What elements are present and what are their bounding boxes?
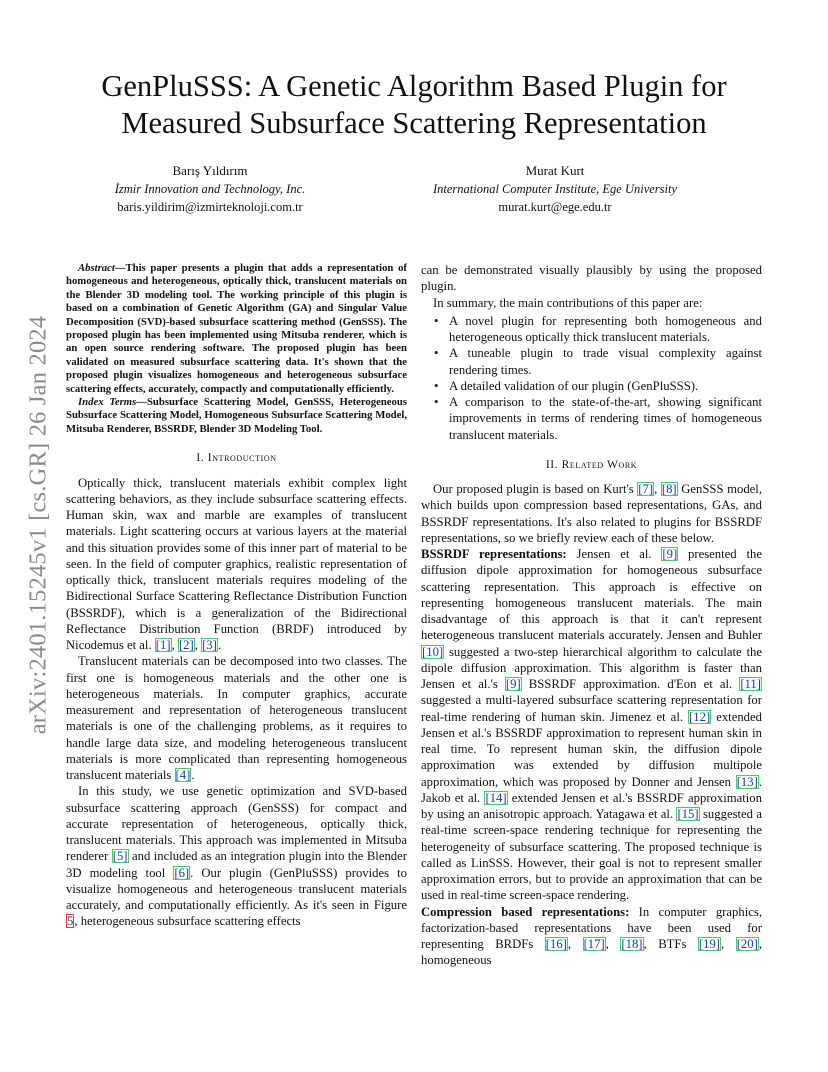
intro-paragraph-3: In this study, we use genetic optimization and SVD-based subsurface scattering approach (GenSSS) for compact and accurate representation of heterogeneous, optically thick, translucent materials. This approach was implemented in Mitsuba renderer [5] and included as an integration plugin into the Blender 3D modeling tool [6]. Our plugin (GenPluSSS) provides to visualize homogeneous and heterogeneous translucent materials accurately, and computationally efficiently. As it's seen in Figure 5, heterogeneous subsurface scattering effects xyxy=(66,784,407,929)
arxiv-stamp xyxy=(8,290,68,760)
related-work-paragraph-1: Our proposed plugin is based on Kurt's [7], [8] GenSSS model, which builds upon compression based representations, GAs, and BSSRDF representations. It's also related to plugins for BSSRDF representations, so we briefly review each of these below. xyxy=(421,482,762,545)
citation-link[interactable]: [6] xyxy=(174,865,190,880)
citation-link[interactable]: [9] xyxy=(505,677,521,691)
intro-paragraph-2: Translucent materials can be decomposed into two classes. The first one is homogeneous materials and the other one is heterogeneous materials. In computer graphics, accurate measurement and representation of heterogeneous translucent materials is one of the challenging problems, as it requires to handle large data size, and modeling heterogeneous translucent materials is more complicated than representing homogeneous translucent materials [4]. xyxy=(66,654,407,783)
citation-link[interactable]: [16] xyxy=(545,937,567,951)
author-name: Murat Kurt xyxy=(525,163,585,178)
figure-link[interactable]: 5 xyxy=(67,914,74,929)
list-item: • A tuneable plugin to trade visual complexity against rendering times. xyxy=(449,345,762,378)
section-heading-related-work: II. Related Work xyxy=(545,458,638,471)
citation-link[interactable]: [1] xyxy=(155,638,171,653)
compression-paragraph: Compression based representations: In computer graphics, factorization-based representations have been used for representing BRDFs [16], [17], [18], BTFs [19], [20], homogeneous xyxy=(421,904,763,968)
citation-link[interactable]: [15] xyxy=(677,807,699,821)
author-affiliation: İzmir Innovation and Technology, Inc. xyxy=(114,182,306,196)
citation-link[interactable]: [14] xyxy=(485,790,507,805)
compression-label: Compression based representations: xyxy=(421,904,630,919)
contributions-intro: In summary, the main contributions of this paper are: xyxy=(433,295,703,310)
citation-link[interactable]: [19] xyxy=(698,937,721,951)
list-item: • A novel plugin for representing both homogeneous and heterogeneous optically thick translucent materials. xyxy=(449,313,762,346)
intro-continued-paragraph: can be demonstrated visually plausibly by using the proposed plugin. xyxy=(421,263,762,294)
index-terms xyxy=(66,396,407,436)
index-terms-text: —Subsurface Scattering Model, GenSSS, Heterogeneous Subsurface Scattering Model, Homogeneous Subsurface Scattering Model, Mitsuba Renderer, BSSRDF, Blender 3D Modeling Tool. xyxy=(66,396,407,435)
citation-link[interactable]: [4] xyxy=(175,768,191,783)
abstract xyxy=(66,262,407,396)
citation-link[interactable]: [10] xyxy=(422,644,444,659)
contributions-list xyxy=(421,313,762,443)
citation-link[interactable]: [20] xyxy=(736,937,758,951)
citation-link[interactable]: [11] xyxy=(740,677,761,691)
paper-title xyxy=(40,68,788,142)
left-column xyxy=(66,262,407,930)
intro-paragraph-1: Optically thick, translucent materials exhibit complex light scattering behaviors, as they include subsurface scattering effects. Human skin, wax and marble are examples of translucent materials. Light scattering occurs at various layers at the material and this situation provides some of this inner part of material to be seen. In the field of computer graphics, realistic representation of optically thick, translucent materials requires modeling of the Bidirectional Surface Scattering Reflectance Distribution Function (BSSRDF), which is a generalization of the Bidirectional Reflectance Distribution Function (BRDF) introduced by Nicodemus et al. [1], [2], [3]. xyxy=(66,475,407,653)
abstract-text: —This paper presents a plugin that adds a representation of homogeneous and heterogeneous, optically thick, translucent materials on the Blender 3D modeling tool. The working principle of this plugin is based on a combination of Genetic Algorithm (GA) and Singular Value Decomposition (SVD)-based subsurface scattering method (GenSSS). The proposed plugin has been implemented using Mitsuba renderer, which is an open source rendering software. The proposed plugin has been validated on measured subsurface scattering data. It's shown that the proposed plugin visualizes homogeneous and heterogeneous subsurface scattering effects, accurately, compactly and computationally efficiently. xyxy=(66,262,407,395)
citation-link[interactable]: [9] xyxy=(662,547,678,561)
index-terms-label: Index Terms xyxy=(78,396,137,409)
author-email[interactable]: murat.kurt@ege.edu.tr xyxy=(498,200,612,214)
arxiv-stamp-text: arXiv:2401.15245v1 [cs.GR] 26 Jan 2024 xyxy=(24,315,52,735)
author-email[interactable]: baris.yildirim@izmirteknoloji.com.tr xyxy=(117,200,303,214)
title-line-2: Measured Subsurface Scattering Representation xyxy=(121,106,707,140)
bssrdf-label: BSSRDF representations: xyxy=(421,547,567,561)
citation-link[interactable]: [12] xyxy=(689,709,711,724)
section-heading-introduction: I. Introduction xyxy=(196,452,277,465)
list-item: • A comparison to the state-of-the-art, showing significant improvements in terms of rendering times of homogeneous translucent materials. xyxy=(449,394,762,443)
citation-link[interactable]: [2] xyxy=(178,638,194,653)
citation-link[interactable]: [8] xyxy=(661,482,677,496)
bssrdf-paragraph: BSSRDF representations: Jensen et al. [9] presented the diffusion dipole approximation for homogeneous subsurface scattering representation. This approach is effective on representing homogeneous translucent materials. The main disadvantage of this approach is that it can't represent heterogeneous translucent materials accurately. Jensen and Buhler [10] suggested a two-step hierarchical algorithm to calculate the dipole diffusion approximation. This algorithm is faster than Jensen et al.'s [9] BSSRDF approximation. d'Eon et al. [11] suggested a multi-layered subsurface scattering representation for real-time rendering of human skin. Jimenez et al. [12] extended Jensen et al.'s BSSRDF approximation to represent human skin in real time. To represent human skin, the diffusion dipole approximation was extended by diffusion multipole approximation, which was proposed by Donner and Jensen [13]. Jakob et al. [14] extended Jensen et al.'s BSSRDF approximation by using an anisotropic approach. Yatagawa et al. [15] suggested a real-time screen-space rendering technique for representing the heterogeneity of subsurface scattering. The proposed technique is called as LinSSS. However, their goal is not to represent smaller approximation errors, but to provide an approximation that can be used in real-time screen-space rendering. xyxy=(421,547,763,903)
list-item: • A detailed validation of our plugin (GenPluSSS). xyxy=(449,378,762,394)
citation-link[interactable]: [18] xyxy=(621,937,643,951)
citation-link[interactable]: [7] xyxy=(638,482,654,496)
abstract-label: Abstract xyxy=(78,262,115,274)
author-block-2 xyxy=(400,162,710,216)
right-column xyxy=(421,262,762,969)
author-block-1 xyxy=(90,162,330,216)
citation-link[interactable]: [5] xyxy=(112,849,128,864)
author-name: Barış Yıldırım xyxy=(172,163,248,178)
citation-link[interactable]: [13] xyxy=(736,774,758,789)
citation-link[interactable]: [3] xyxy=(202,638,217,653)
title-line-1: GenPluSSS: A Genetic Algorithm Based Plugin for xyxy=(101,69,727,103)
citation-link[interactable]: [17] xyxy=(583,937,605,951)
author-affiliation: International Computer Institute, Ege University xyxy=(432,182,678,196)
